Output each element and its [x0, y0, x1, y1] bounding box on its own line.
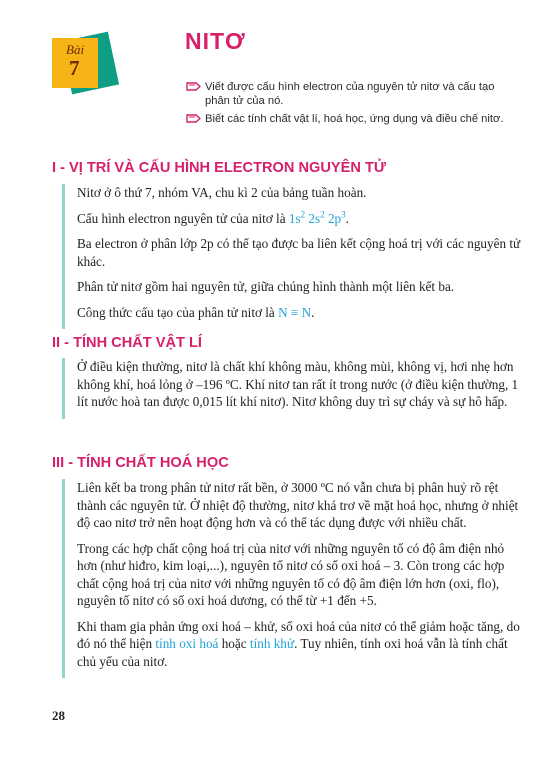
section-heading-position: I - VỊ TRÍ VÀ CẤU HÌNH ELECTRON NGUYÊN TỬ: [52, 160, 386, 176]
text-span: .: [311, 304, 315, 320]
paragraph: [77, 210, 521, 228]
paragraph: Ba electron ở phân lớp 2p có thể tạo được ba liên kết cộng hoá trị với các nguyên tử khác.: [77, 236, 521, 269]
text-span: hoặc: [218, 636, 250, 651]
section-body-position: [62, 184, 521, 329]
section-heading-chemical: III - TÍNH CHẤT HOÁ HỌC: [52, 455, 229, 471]
text-span: Công thức cấu tạo của phân tử nitơ là: [77, 304, 279, 320]
config-part: 2s: [308, 210, 321, 226]
paragraph: [77, 618, 521, 671]
pencil-icon: [186, 113, 201, 124]
config-part: 1s: [288, 210, 301, 226]
section-heading-physical: II - TÍNH CHẤT VẬT LÍ: [52, 335, 202, 351]
objective-text: Viết được cấu hình electron của nguyên tử nitơ và cấu tạo phân tử của nó.: [205, 81, 495, 108]
text-span: .: [345, 210, 349, 226]
objective-text: Biết các tính chất vật lí, hoá học, ứng dụng và điều chế nitơ.: [205, 112, 504, 125]
page-number: 28: [52, 708, 65, 723]
term-reducing: tính khử: [249, 636, 295, 651]
badge-number: 7: [69, 56, 80, 80]
section-body-physical: [62, 358, 521, 419]
config-sup: 2: [300, 209, 306, 220]
term-oxidizing: tính oxi hoá: [155, 636, 219, 651]
section-body-chemical: [62, 479, 521, 678]
paragraph: Nitơ ở ô thứ 7, nhóm VA, chu kì 2 của bảng tuần hoàn.: [77, 185, 367, 200]
badge-label: Bài: [66, 42, 85, 57]
learning-objectives: [186, 80, 516, 129]
lesson-badge: [52, 30, 122, 94]
config-sup: 3: [341, 209, 346, 220]
electron-configuration: [289, 211, 346, 226]
paragraph: Liên kết ba trong phân tử nitơ rất bền, ở 3000 ºC nó vẫn chưa bị phân huỷ rõ rệt thành các nguyên tử. Ở nhiệt độ thường, nitơ khá trơ về mặt hoá học, nhưng ở nhiệt độ cao nitơ trở nên hoạt động hơn và có thể tác dụng được với nhiều chất.: [77, 480, 519, 530]
paragraph: [77, 304, 521, 322]
config-part: 2p: [327, 210, 342, 226]
pencil-icon: [186, 81, 201, 92]
structural-formula: N ≡ N: [278, 304, 312, 320]
objective-item: [186, 80, 516, 109]
objective-item: [186, 112, 516, 126]
text-span: Cấu hình electron nguyên tử của nitơ là: [77, 210, 289, 226]
text-span: Khi tham gia phản ứng oxi hoá – khử, số oxi hoá của nitơ có thể giảm hoặc tăng, do đó nó thể hiện: [77, 618, 520, 651]
config-sup: 2: [320, 209, 325, 220]
paragraph: Phân tử nitơ gồm hai nguyên tử, giữa chúng hình thành một liên kết ba.: [77, 279, 455, 294]
paragraph: Trong các hợp chất cộng hoá trị của nitơ với những nguyên tố có độ âm điện nhỏ hơn (như hiđro, kim loại,...), nguyên tố nitơ có số oxi hoá – 3. Còn trong các hợp chất cộng hoá trị của nitơ với những nguyên tố có độ âm điện lớn hơn (oxi, flo), nguyên tố nitơ có số oxi hoá dương, có thể từ +1 đến +5.: [77, 540, 505, 608]
paragraph: Ở điều kiện thường, nitơ là chất khí không màu, không mùi, không vị, hơi nhẹ hơn không khí, hoá lỏng ở –196 ºC. Khí nitơ tan rất ít trong nước (ở điều kiện thường, 1 lít nước hoà tan được 0,015 lít khí nitơ). Nitơ không duy trì sự cháy và sự hô hấp.: [77, 359, 519, 409]
lesson-title: NITƠ: [185, 28, 246, 54]
text-span: . Tuy nhiên, tính oxi hoá vẫn là tính chất chủ yếu của nitơ.: [77, 636, 508, 669]
